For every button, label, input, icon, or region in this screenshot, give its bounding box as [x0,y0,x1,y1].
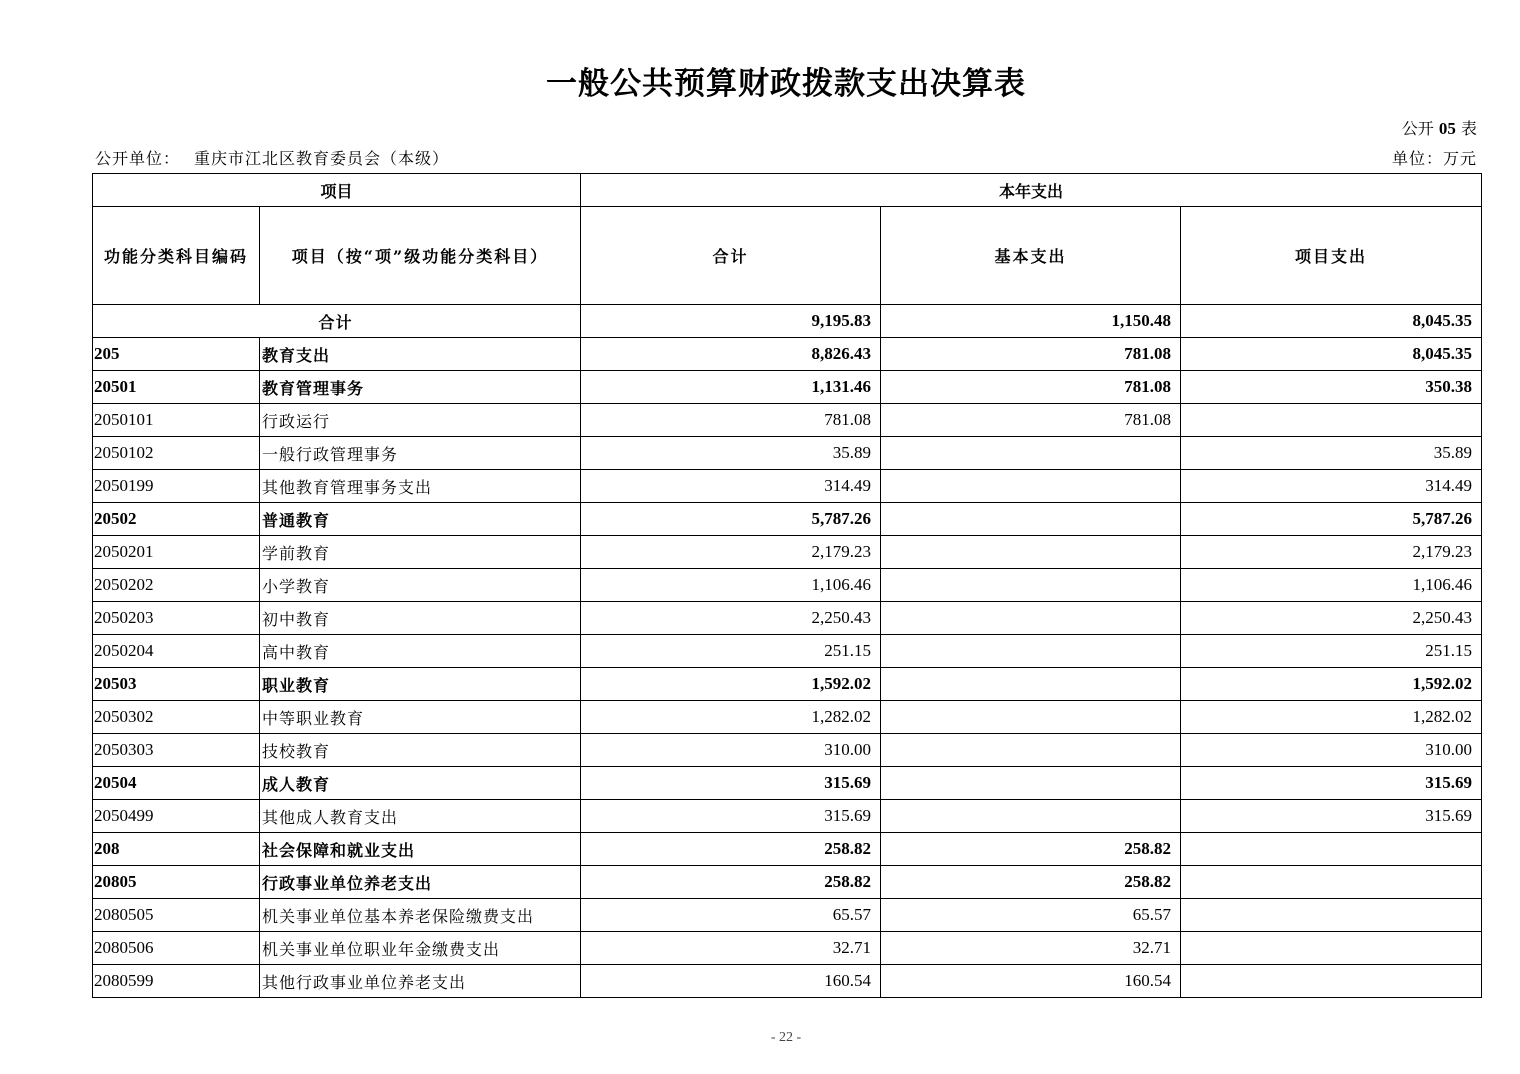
row-total: 251.15 [581,635,881,668]
table-row [93,866,1482,899]
header-item-detail: 项目（按“项”级功能分类科目） [260,207,581,305]
reporting-unit-name: 重庆市江北区教育委员会（本级） [194,149,450,168]
reporting-unit [95,146,449,169]
row-name: 行政运行 [260,404,581,437]
header-row-top [93,174,1482,207]
row-code: 205 [93,338,260,371]
row-code: 2050102 [93,437,260,470]
row-project: 2,250.43 [1181,602,1482,635]
row-code: 2050199 [93,470,260,503]
form-number-value: 05 [1438,119,1456,138]
row-total: 310.00 [581,734,881,767]
header-code: 功能分类科目编码 [93,207,260,305]
row-basic: 65.57 [881,899,1181,932]
row-basic: 32.71 [881,932,1181,965]
currency-unit: 单位：万元 [1391,149,1477,168]
row-basic [881,800,1181,833]
row-project: 315.69 [1181,800,1482,833]
row-name: 学前教育 [260,536,581,569]
row-project: 310.00 [1181,734,1482,767]
row-basic [881,503,1181,536]
row-name: 机关事业单位基本养老保险缴费支出 [260,899,581,932]
row-project [1181,833,1482,866]
row-total: 258.82 [581,833,881,866]
row-total: 258.82 [581,866,881,899]
row-code: 2050303 [93,734,260,767]
row-name: 高中教育 [260,635,581,668]
row-basic [881,602,1181,635]
row-total: 781.08 [581,404,881,437]
row-code: 2080506 [93,932,260,965]
row-name: 小学教育 [260,569,581,602]
header-basic: 基本支出 [881,207,1181,305]
header-row-columns [93,207,1482,305]
row-code: 2050302 [93,701,260,734]
row-name: 成人教育 [260,767,581,800]
row-project: 251.15 [1181,635,1482,668]
row-name: 其他成人教育支出 [260,800,581,833]
row-project: 35.89 [1181,437,1482,470]
row-code: 20502 [93,503,260,536]
row-code: 2080599 [93,965,260,998]
table-row [93,569,1482,602]
table-row [93,602,1482,635]
row-basic: 258.82 [881,866,1181,899]
table-row [93,404,1482,437]
table-row [93,635,1482,668]
reporting-unit-label: 公开单位： [95,149,181,168]
row-total: 8,826.43 [581,338,881,371]
table-row [93,965,1482,998]
row-basic [881,437,1181,470]
table-row [93,668,1482,701]
row-code: 2050204 [93,635,260,668]
table-row [93,833,1482,866]
row-total: 5,787.26 [581,503,881,536]
row-basic [881,734,1181,767]
row-project [1181,932,1482,965]
header-this-year: 本年支出 [581,174,1482,207]
row-total: 315.69 [581,767,881,800]
table-row [93,767,1482,800]
row-project: 1,282.02 [1181,701,1482,734]
table-row [93,800,1482,833]
row-total: 1,592.02 [581,668,881,701]
total-basic: 1,150.48 [881,305,1181,338]
row-basic: 781.08 [881,404,1181,437]
row-name: 中等职业教育 [260,701,581,734]
total-project: 8,045.35 [1181,305,1482,338]
row-code: 20503 [93,668,260,701]
row-basic [881,470,1181,503]
table-row [93,899,1482,932]
row-name: 其他行政事业单位养老支出 [260,965,581,998]
row-project: 5,787.26 [1181,503,1482,536]
row-total: 160.54 [581,965,881,998]
expenditure-table [92,173,1482,998]
row-total: 1,131.46 [581,371,881,404]
row-total: 2,179.23 [581,536,881,569]
row-code: 2050101 [93,404,260,437]
row-basic [881,668,1181,701]
total-row [93,305,1482,338]
row-basic: 781.08 [881,371,1181,404]
row-code: 20805 [93,866,260,899]
row-basic: 781.08 [881,338,1181,371]
row-project: 350.38 [1181,371,1482,404]
total-total: 9,195.83 [581,305,881,338]
row-project: 1,106.46 [1181,569,1482,602]
table-row [93,371,1482,404]
row-project: 315.69 [1181,767,1482,800]
row-code: 20501 [93,371,260,404]
row-code: 20504 [93,767,260,800]
row-project: 1,592.02 [1181,668,1482,701]
row-code: 2050203 [93,602,260,635]
table-row [93,734,1482,767]
row-project: 2,179.23 [1181,536,1482,569]
table-row [93,470,1482,503]
table-row [93,932,1482,965]
row-project [1181,899,1482,932]
row-basic: 160.54 [881,965,1181,998]
row-name: 初中教育 [260,602,581,635]
page-number: - 22 - [770,1030,802,1045]
row-basic: 258.82 [881,833,1181,866]
row-total: 32.71 [581,932,881,965]
row-code: 208 [93,833,260,866]
row-total: 315.69 [581,800,881,833]
row-total: 35.89 [581,437,881,470]
row-basic [881,569,1181,602]
header-project: 项目支出 [1181,207,1482,305]
row-basic [881,767,1181,800]
row-total: 65.57 [581,899,881,932]
form-number [1402,116,1477,139]
row-project [1181,404,1482,437]
table-row [93,338,1482,371]
row-name: 普通教育 [260,503,581,536]
row-basic [881,701,1181,734]
row-name: 机关事业单位职业年金缴费支出 [260,932,581,965]
total-label: 合计 [93,305,581,338]
row-total: 1,282.02 [581,701,881,734]
row-code: 2050499 [93,800,260,833]
form-number-suffix: 表 [1460,119,1477,138]
row-name: 教育管理事务 [260,371,581,404]
row-name: 社会保障和就业支出 [260,833,581,866]
row-total: 2,250.43 [581,602,881,635]
header-item: 项目 [93,174,581,207]
page-title: 一般公共预算财政拨款支出决算表 [546,66,1026,102]
row-name: 其他教育管理事务支出 [260,470,581,503]
row-name: 职业教育 [260,668,581,701]
row-basic [881,635,1181,668]
header-total: 合计 [581,207,881,305]
row-code: 2080505 [93,899,260,932]
table-row [93,503,1482,536]
row-project: 8,045.35 [1181,338,1482,371]
row-project [1181,965,1482,998]
row-project: 314.49 [1181,470,1482,503]
table-body [93,305,1482,998]
row-name: 技校教育 [260,734,581,767]
table-row [93,701,1482,734]
row-code: 2050202 [93,569,260,602]
row-basic [881,536,1181,569]
row-name: 行政事业单位养老支出 [260,866,581,899]
row-name: 一般行政管理事务 [260,437,581,470]
table-row [93,437,1482,470]
row-total: 314.49 [581,470,881,503]
row-total: 1,106.46 [581,569,881,602]
row-project [1181,866,1482,899]
table-row [93,536,1482,569]
row-code: 2050201 [93,536,260,569]
form-number-prefix: 公开 [1401,119,1434,138]
row-name: 教育支出 [260,338,581,371]
